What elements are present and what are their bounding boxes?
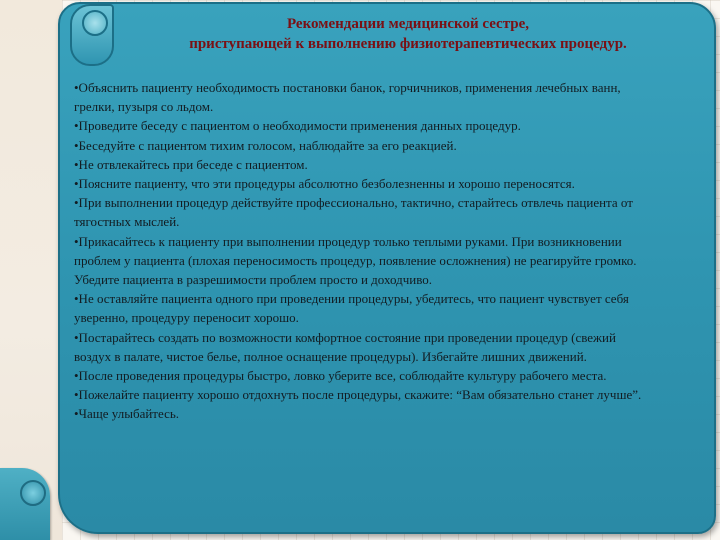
left-scroll-curl-decoration [20,480,46,506]
list-item: •Не оставляйте пациента одного при проведении процедуры, убедитесь, что пациент чувствует себя уверенно, процедуру переносит хорошо. [74,291,629,326]
left-scroll-decoration [0,468,50,540]
list-item: •Проведите беседу с пациентом о необходимости применения данных процедур. [74,118,521,134]
recommendations-list [74,78,652,424]
list-item: •Пожелайте пациенту хорошо отдохнуть после процедуры, скажите: “Вам обязательно станет лучше”. [74,387,642,403]
list-item: •Прикасайтесь к пациенту при выполнении процедур только теплыми руками. При возникновении проблем у пациента (плохая переносимость процедур, появление осложнения) не реагируйте громко. Убедите пациента в разрешимости проблем просто и доходчиво. [74,233,637,288]
list-item: •При выполнении процедур действуйте профессионально, тактично, старайтесь отвлечь пациента от тягостных мыслей. [74,195,633,230]
list-item: •Чаще улыбайтесь. [74,406,180,422]
list-item: •После проведения процедуры быстро, ловко уберите все, соблюдайте культуру рабочего места. [74,368,607,384]
left-decor-strip [0,0,63,540]
title-line-2: приступающей к выполнению физиотерапевтических процедур. [189,36,627,52]
list-item: •Не отвлекайтесь при беседе с пациентом. [74,156,308,172]
list-item: •Поясните пациенту, что эти процедуры абсолютно безболезненны и хорошо переносятся. [74,176,575,192]
slide-title [110,14,706,54]
list-item: •Беседуйте с пациентом тихим голосом, наблюдайте за его реакцией. [74,137,457,153]
list-item: •Объяснить пациенту необходимость постановки банок, горчичников, применения лечебных ванн, грелки, пузыря со льдом. [74,80,621,115]
scroll-curl-inner-decoration [82,10,108,36]
title-line-1: Рекомендации медицинской сестре, [286,16,530,32]
list-item: •Постарайтесь создать по возможности комфортное состояние при проведении процедур (свежий воздух в палате, чистое белье, полное оснащение процедуры). Избегайте лишних движений. [74,329,616,364]
